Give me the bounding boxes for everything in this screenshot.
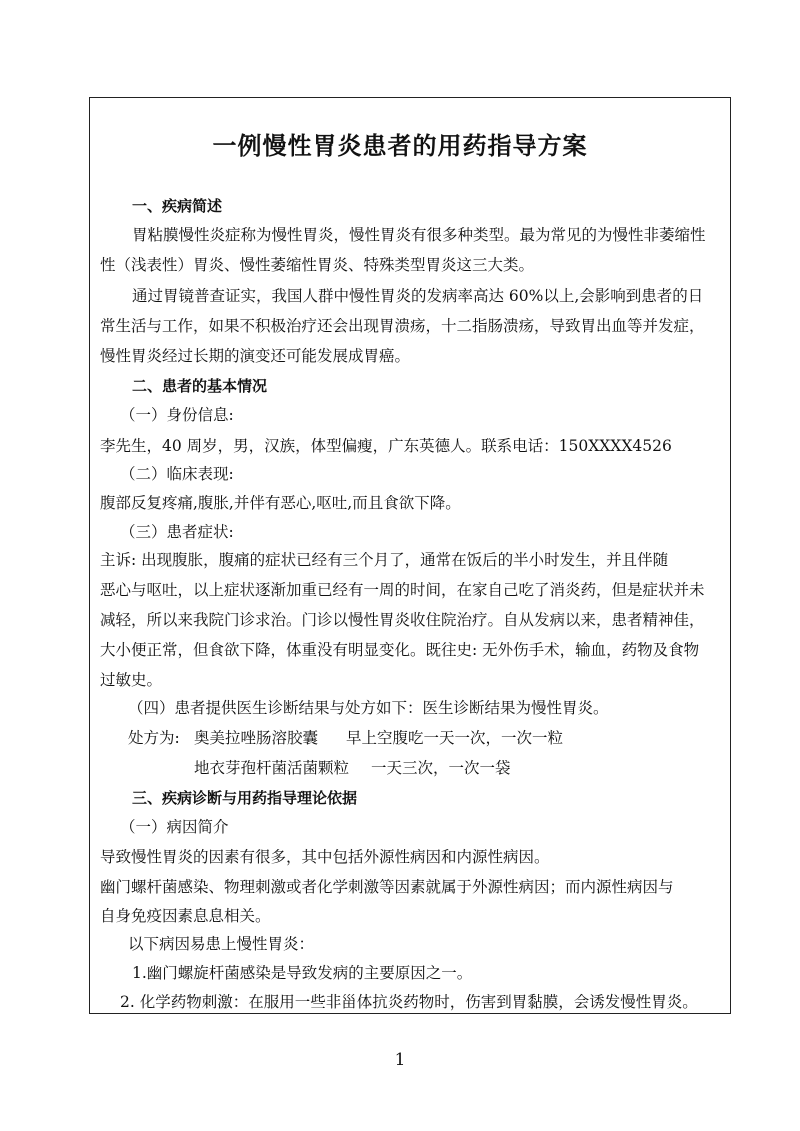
paragraph-line: 大小便正常，但食欲下降，体重没有明显变化。既往史: 无外伤手术，输血，药物及食物: [100, 641, 700, 659]
paragraph-line: 通过胃镜普查证实，我国人群中慢性胃炎的发病率高达 60%以上,会影响到患者的日: [132, 287, 704, 305]
paragraph-line: 恶心与呕吐，以上症状逐渐加重已经有一周的时间，在家自己吃了消炎药，但是症状并未: [100, 581, 705, 599]
section-3-heading: 三、疾病诊断与用药指导理论依据: [132, 789, 358, 807]
document-title: 一例慢性胃炎患者的用药指导方案: [212, 132, 588, 160]
prescription-label: 处方为:: [128, 729, 180, 747]
list-item: 1.幽门螺旋杆菌感染是导致发病的主要原因之一。: [132, 964, 473, 982]
subheading-causes: （一）病因简介: [120, 818, 229, 836]
page-number: 1: [394, 1050, 406, 1070]
subheading-clinical: （二）临床表现:: [120, 465, 234, 483]
paragraph-line: 减轻，所以来我院门诊求治。门诊以慢性胃炎收住院治疗。自从发病以来，患者精神佳，: [100, 611, 705, 629]
paragraph-line: 性（浅表性）胃炎、慢性萎缩性胃炎、特殊类型胃炎这三大类。: [100, 256, 535, 274]
prescription-dose-2: 一天三次，一次一袋: [371, 759, 511, 777]
paragraph-line: 自身免疫因素息息相关。: [100, 907, 271, 925]
paragraph-line: 常生活与工作，如果不积极治疗还会出现胃溃疡，十二指肠溃疡，导致胃出血等并发症，: [100, 317, 705, 335]
subheading-identity: （一）身份信息:: [120, 406, 234, 424]
paragraph-line: 以下病因易患上慢性胃炎：: [128, 935, 315, 953]
paragraph-line: 幽门螺杆菌感染、物理刺激或者化学刺激等因素就属于外源性病因；而内源性病因与: [100, 878, 674, 896]
list-item: 2. 化学药物刺激：在服用一些非甾体抗炎药物时，伤害到胃黏膜，会诱发慢性胃炎。: [120, 993, 698, 1011]
paragraph-line: 胃粘膜慢性炎症称为慢性胃炎，慢性胃炎有很多种类型。最为常见的为慢性非萎缩性: [132, 226, 706, 244]
paragraph-line: 过敏史。: [100, 671, 163, 689]
prescription-drug-1: 奥美拉唑肠溶胶囊: [194, 729, 319, 747]
section-1-heading: 一、疾病简述: [132, 197, 223, 215]
subheading-diagnosis: （四）患者提供医生诊断结果与处方如下：医生诊断结果为慢性胃炎。: [128, 699, 609, 717]
identity-text: 李先生，40 周岁，男，汉族，体型偏瘦，广东英德人。联系电话：150XXXX4526: [100, 437, 672, 455]
subheading-symptoms: （三）患者症状:: [120, 523, 234, 541]
prescription-dose-1: 早上空腹吃一天一次，一次一粒: [346, 729, 564, 747]
section-2-heading: 二、患者的基本情况: [132, 377, 268, 395]
paragraph-line: 慢性胃炎经过长期的演变还可能发展成胃癌。: [100, 347, 411, 365]
clinical-text: 腹部反复疼痛,腹胀,并伴有恶心,呕吐,而且食欲下降。: [100, 494, 461, 512]
paragraph-line: 导致慢性胃炎的因素有很多，其中包括外源性病因和内源性病因。: [100, 848, 550, 866]
paragraph-line: 主诉: 出现腹胀，腹痛的症状已经有三个月了，通常在饭后的半小时发生，并且伴随: [100, 551, 669, 569]
prescription-drug-2: 地衣芽孢杆菌活菌颗粒: [194, 759, 350, 777]
